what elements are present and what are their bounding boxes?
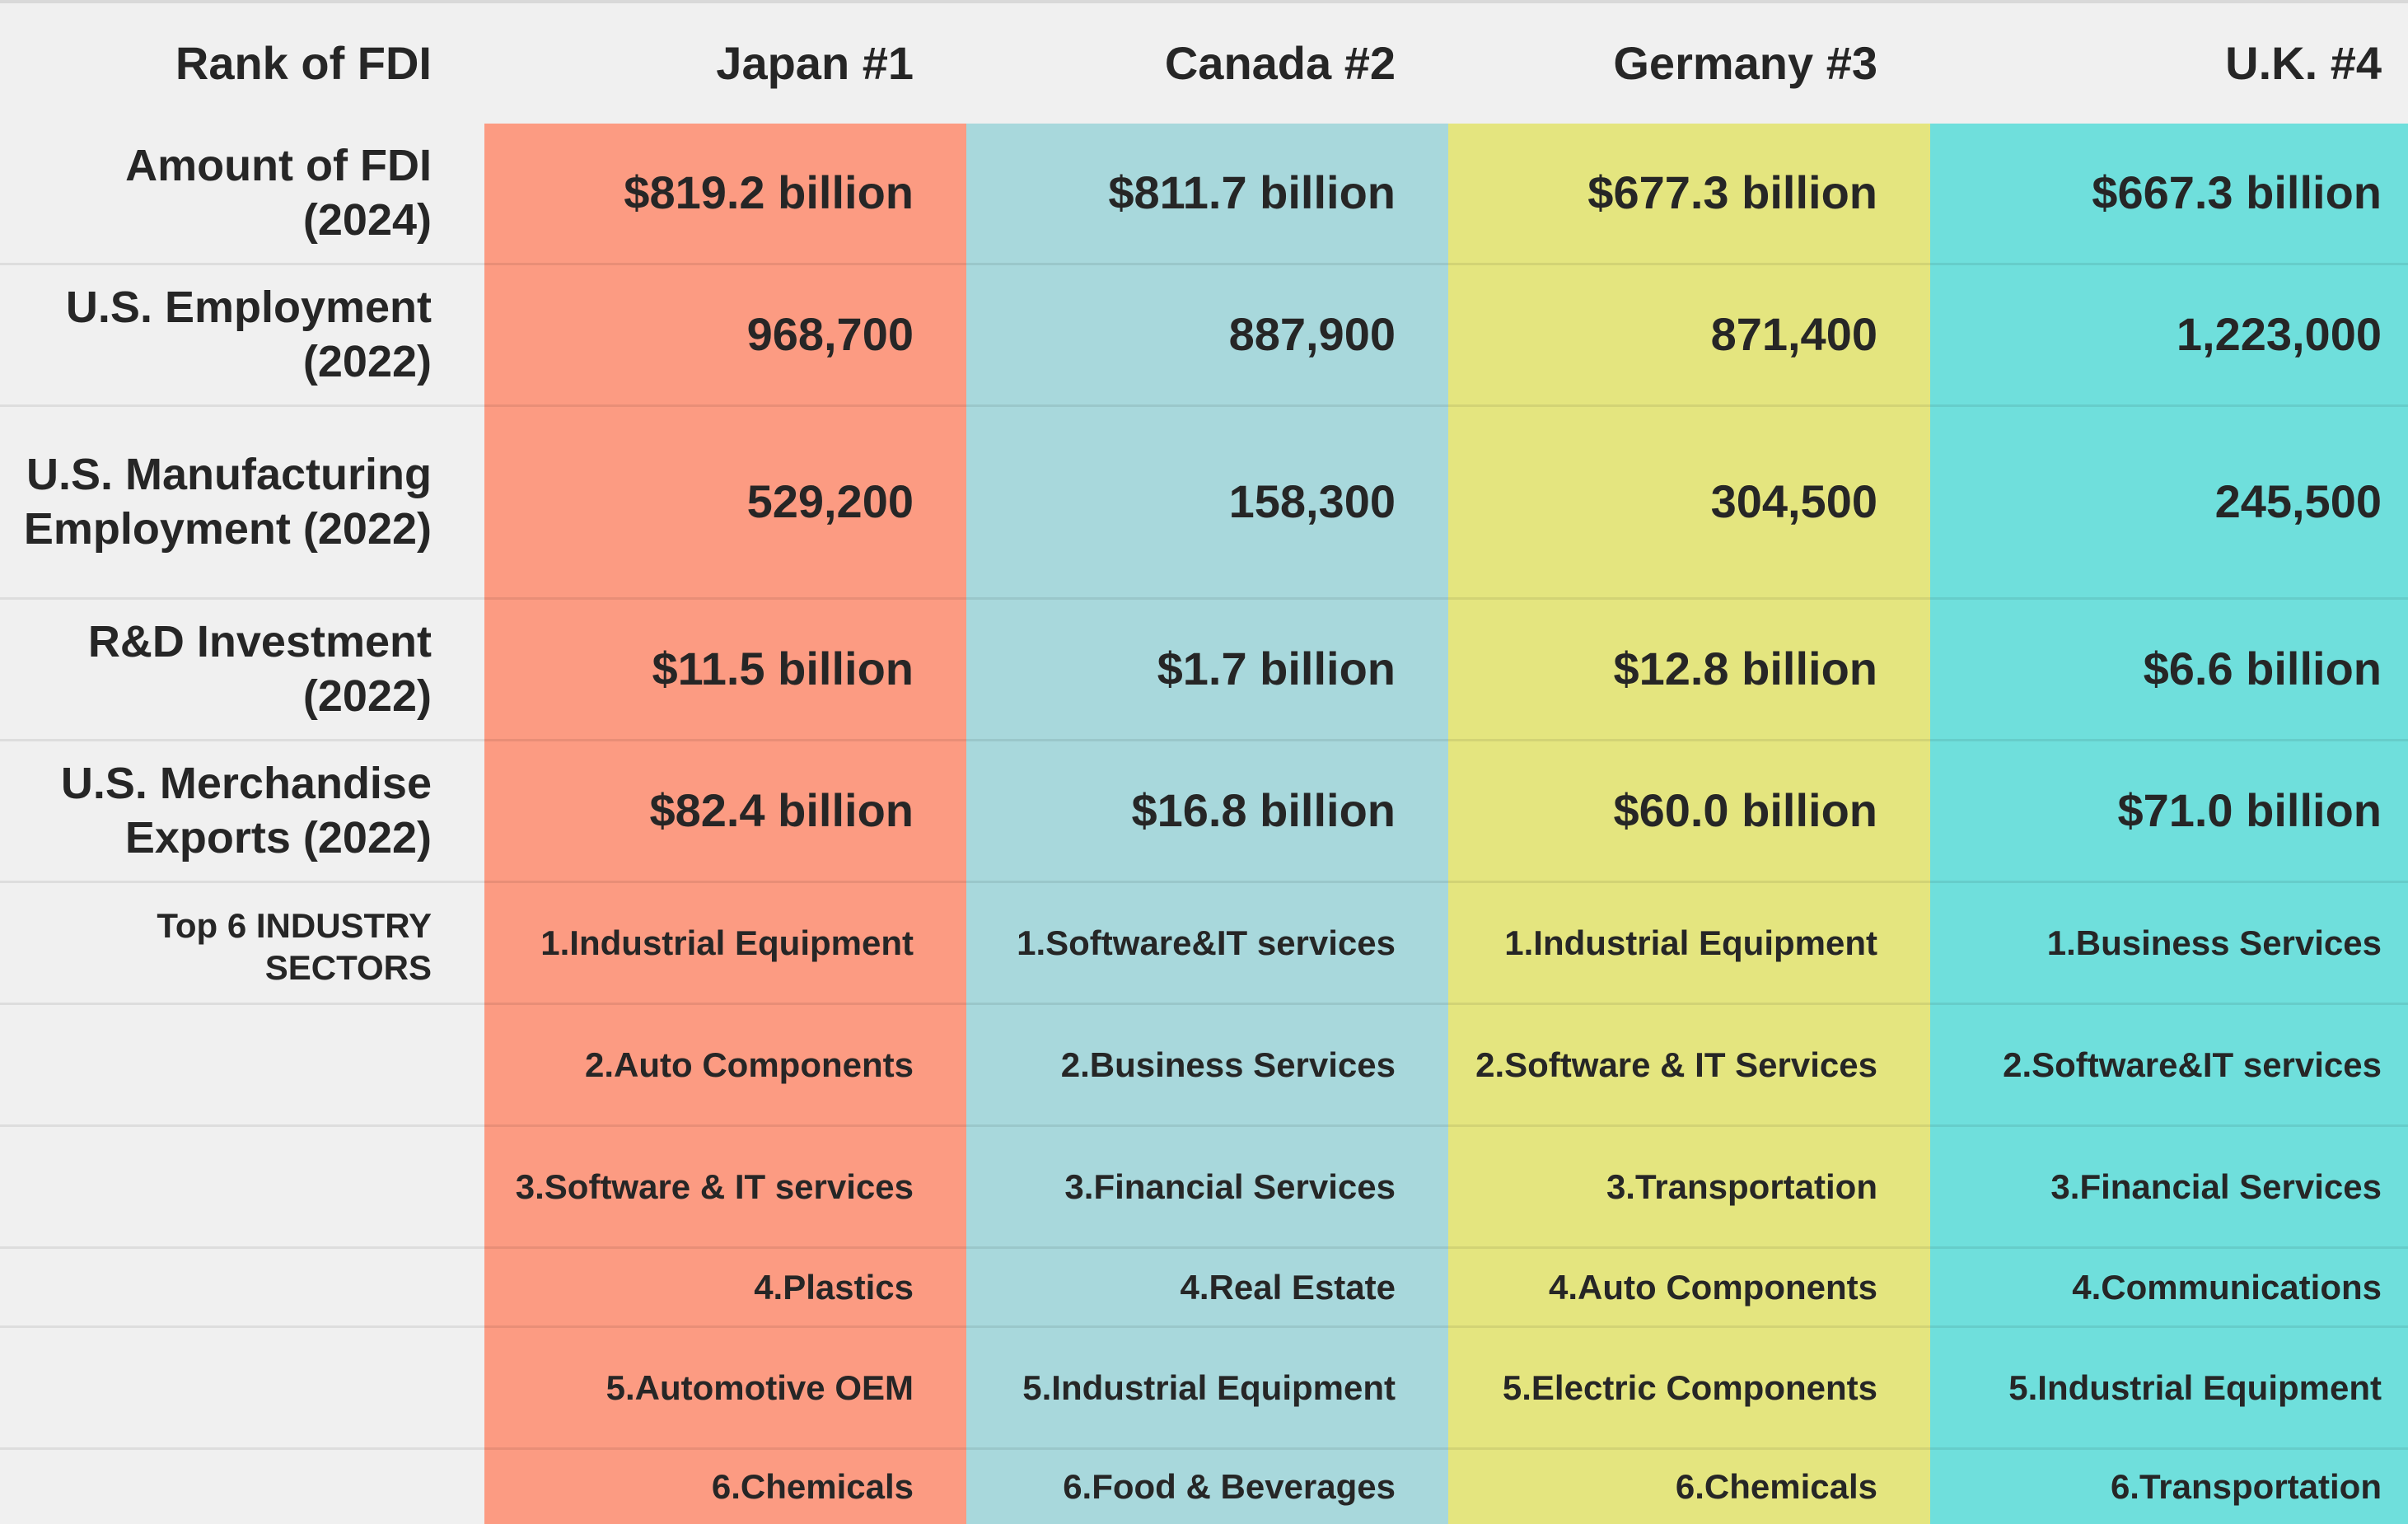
manufacturing-canada: 158,300 bbox=[966, 407, 1448, 600]
sector-canada-2: 2.Business Services bbox=[966, 1005, 1448, 1127]
metric-label-manufacturing: U.S. Manufacturing Employment (2022) bbox=[0, 407, 484, 600]
sector-uk-1: 1.Business Services bbox=[1930, 883, 2408, 1005]
employment-canada: 887,900 bbox=[966, 265, 1448, 407]
sector-canada-4: 4.Real Estate bbox=[966, 1249, 1448, 1328]
sector-canada-1: 1.Software&IT services bbox=[966, 883, 1448, 1005]
fdi-amount-canada: $811.7 billion bbox=[966, 124, 1448, 265]
sector-japan-5: 5.Automotive OEM bbox=[484, 1328, 966, 1450]
sector-uk-6: 6.Transportation bbox=[1930, 1450, 2408, 1524]
sector-germany-6: 6.Chemicals bbox=[1448, 1450, 1930, 1524]
sector-germany-5: 5.Electric Components bbox=[1448, 1328, 1930, 1450]
sector-japan-4: 4.Plastics bbox=[484, 1249, 966, 1328]
rnd-canada: $1.7 billion bbox=[966, 600, 1448, 741]
employment-germany: 871,400 bbox=[1448, 265, 1930, 407]
rnd-japan: $11.5 billion bbox=[484, 600, 966, 741]
sector-label-blank bbox=[0, 1127, 484, 1249]
exports-canada: $16.8 billion bbox=[966, 741, 1448, 883]
sector-japan-1: 1.Industrial Equipment bbox=[484, 883, 966, 1005]
sector-japan-2: 2.Auto Components bbox=[484, 1005, 966, 1127]
sector-canada-3: 3.Financial Services bbox=[966, 1127, 1448, 1249]
sector-label-blank bbox=[0, 1450, 484, 1524]
exports-germany: $60.0 billion bbox=[1448, 741, 1930, 883]
sector-japan-3: 3.Software & IT services bbox=[484, 1127, 966, 1249]
metric-label-exports: U.S. Merchandise Exports (2022) bbox=[0, 741, 484, 883]
exports-uk: $71.0 billion bbox=[1930, 741, 2408, 883]
fdi-amount-uk: $667.3 billion bbox=[1930, 124, 2408, 265]
sector-canada-6: 6.Food & Beverages bbox=[966, 1450, 1448, 1524]
manufacturing-germany: 304,500 bbox=[1448, 407, 1930, 600]
sector-label-blank bbox=[0, 1249, 484, 1328]
country-header-germany: Germany #3 bbox=[1448, 3, 1930, 124]
country-header-uk: U.K. #4 bbox=[1930, 3, 2408, 124]
sector-germany-2: 2.Software & IT Services bbox=[1448, 1005, 1930, 1127]
sector-uk-5: 5.Industrial Equipment bbox=[1930, 1328, 2408, 1450]
employment-japan: 968,700 bbox=[484, 265, 966, 407]
sector-uk-4: 4.Communications bbox=[1930, 1249, 2408, 1328]
metric-label-rnd: R&D Investment (2022) bbox=[0, 600, 484, 741]
rank-header: Rank of FDI bbox=[0, 3, 484, 124]
manufacturing-uk: 245,500 bbox=[1930, 407, 2408, 600]
sectors-label: Top 6 INDUSTRY SECTORS bbox=[0, 883, 484, 1005]
sector-germany-3: 3.Transportation bbox=[1448, 1127, 1930, 1249]
sector-japan-6: 6.Chemicals bbox=[484, 1450, 966, 1524]
sector-germany-1: 1.Industrial Equipment bbox=[1448, 883, 1930, 1005]
country-header-canada: Canada #2 bbox=[966, 3, 1448, 124]
country-header-japan: Japan #1 bbox=[484, 3, 966, 124]
rnd-germany: $12.8 billion bbox=[1448, 600, 1930, 741]
fdi-amount-germany: $677.3 billion bbox=[1448, 124, 1930, 265]
rnd-uk: $6.6 billion bbox=[1930, 600, 2408, 741]
metric-label-employment: U.S. Employment (2022) bbox=[0, 265, 484, 407]
fdi-amount-japan: $819.2 billion bbox=[484, 124, 966, 265]
sector-canada-5: 5.Industrial Equipment bbox=[966, 1328, 1448, 1450]
sector-label-blank bbox=[0, 1005, 484, 1127]
exports-japan: $82.4 billion bbox=[484, 741, 966, 883]
metric-label-fdi-amount: Amount of FDI (2024) bbox=[0, 124, 484, 265]
employment-uk: 1,223,000 bbox=[1930, 265, 2408, 407]
manufacturing-japan: 529,200 bbox=[484, 407, 966, 600]
sector-germany-4: 4.Auto Components bbox=[1448, 1249, 1930, 1328]
sector-label-blank bbox=[0, 1328, 484, 1450]
sector-uk-3: 3.Financial Services bbox=[1930, 1127, 2408, 1249]
sector-uk-2: 2.Software&IT services bbox=[1930, 1005, 2408, 1127]
